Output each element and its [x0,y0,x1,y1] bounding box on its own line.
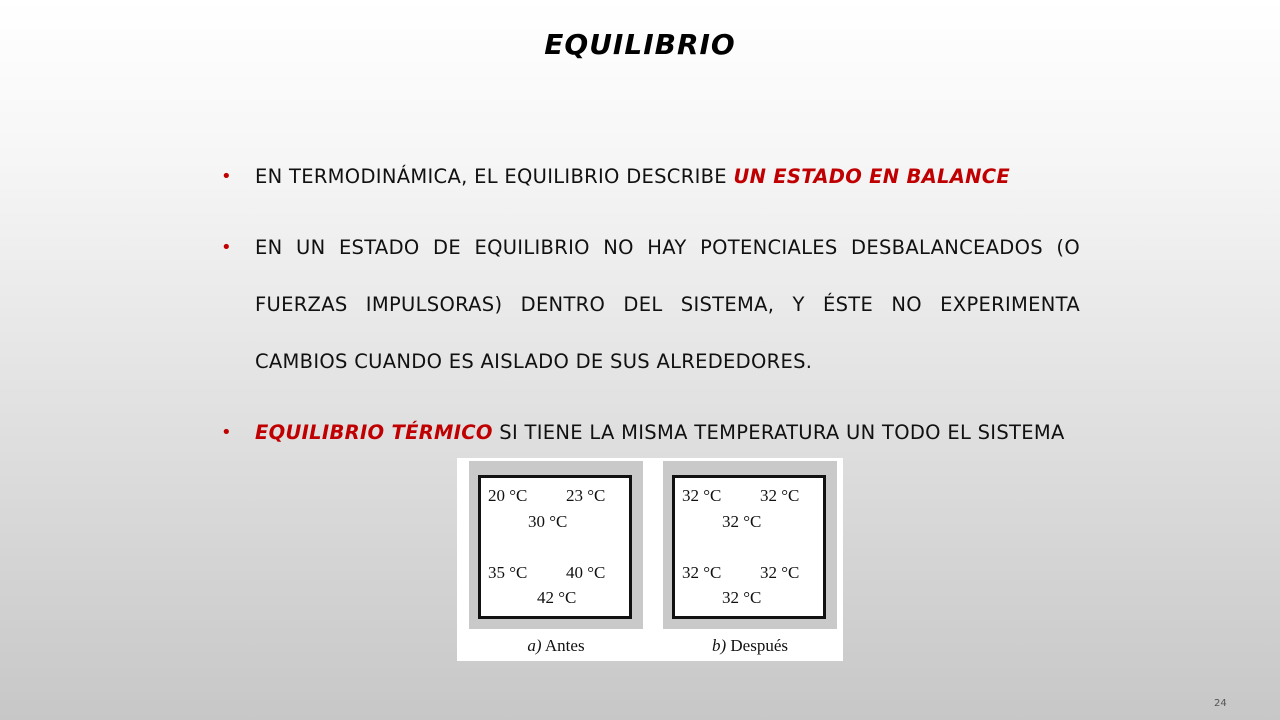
bullet-icon: • [221,166,232,187]
caption-text: Después [726,636,789,655]
caption-letter: b) [711,636,727,655]
system-box-after [672,475,826,619]
bullet-text: SI TIENE LA MISMA TEMPERATURA UN TODO EL SISTEMA [492,421,1065,444]
temp-label: 32 °C [722,512,762,531]
bullet-text: EN TERMODINÁMICA, EL EQUILIBRIO DESCRIBE [255,165,734,188]
bullet-item-3 [218,404,1080,461]
bullet-emphasis: EQUILIBRIO TÉRMICO [255,421,493,444]
temp-label: 32 °C [760,563,800,582]
bullet-emphasis: UN ESTADO EN BALANCE [733,165,1011,188]
bullet-icon: • [221,422,232,443]
panel-before [469,461,643,629]
panel-after [663,461,837,629]
page-number: 24 [1214,698,1227,709]
bullet-item-1 [218,148,1080,205]
bullet-icon: • [221,237,232,258]
slide-title: EQUILIBRIO [544,28,736,61]
bullet-list [218,148,1080,475]
caption-after [663,636,837,656]
temp-label: 20 °C [488,486,528,505]
temp-label: 40 °C [566,563,606,582]
equilibrium-figure [457,458,843,661]
temp-label: 32 °C [722,588,762,607]
temp-label: 30 °C [528,512,568,531]
temp-label: 32 °C [682,563,722,582]
caption-text: Antes [541,636,585,655]
system-box-before [478,475,632,619]
temp-label: 32 °C [682,486,722,505]
caption-before [469,636,643,656]
bullet-text: EN UN ESTADO DE EQUILIBRIO NO HAY POTENCIALES DESBALANCEADOS (O FUERZAS IMPULSORAS) DENTRO DEL SISTEMA, Y ÉSTE NO EXPERIMENTA CAMBIOS CUANDO ES AISLADO DE SUS ALREDEDORES. [255,236,1080,373]
bullet-item-2 [218,219,1080,390]
caption-letter: a) [527,636,542,655]
temp-label: 42 °C [537,588,577,607]
temp-label: 32 °C [760,486,800,505]
temp-label: 23 °C [566,486,606,505]
temp-label: 35 °C [488,563,528,582]
